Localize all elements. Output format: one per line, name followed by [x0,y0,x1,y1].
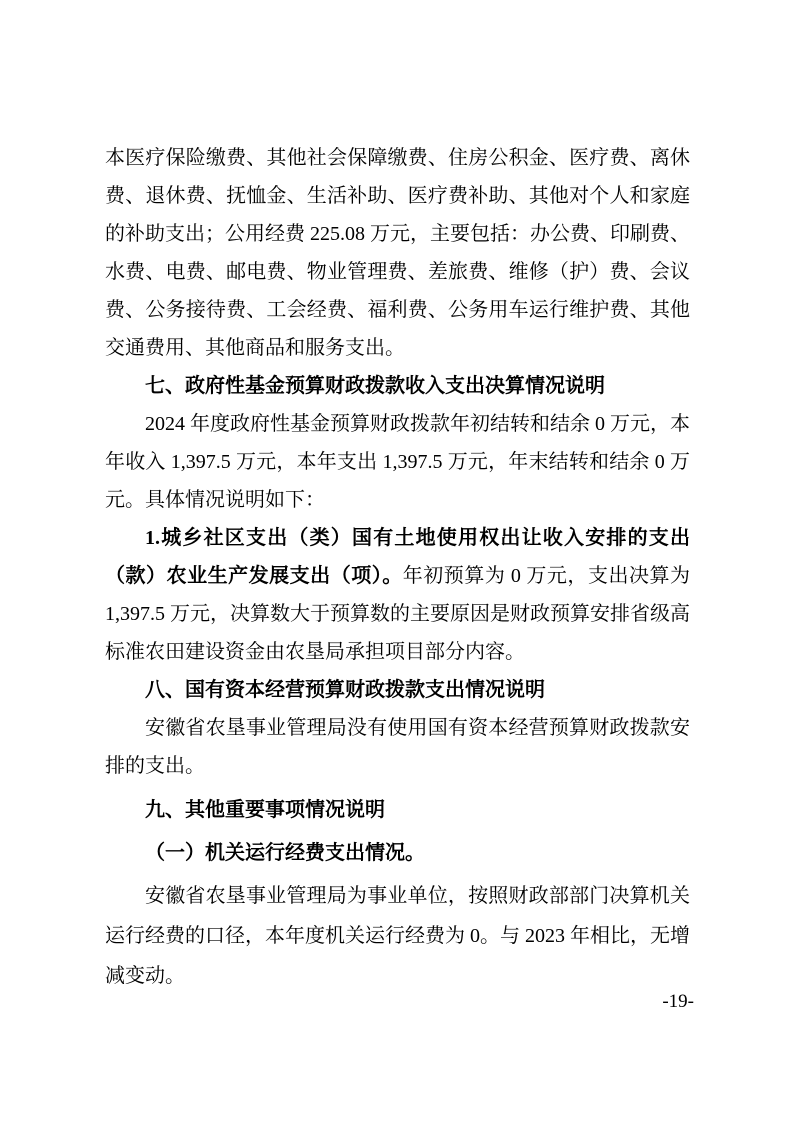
section7-item1-title: 1.城乡社区支出（类）国有土地使用权出让收入安排的支出（款）农业生产发展支出（项）。 [105,527,690,587]
section8-heading: 八、国有资本经营预算财政拨款支出情况说明 [145,679,545,701]
section8-paragraph: 安徽省农垦事业管理局没有使用国有资本经营预算财政拨款安排的支出。 [105,717,690,777]
page-number: -19- [662,991,694,1012]
section7-item1-paragraph [105,519,690,671]
carryover-paragraph: 本医疗保险缴费、其他社会保障缴费、住房公积金、医疗费、离休费、退休费、抚恤金、生活补助、医疗费补助、其他对个人和家庭的补助支出；公用经费 225.08 万元，主要包括：办公费、印刷费、水费、电费、邮电费、物业管理费、差旅费、维修（护）费、会议费、公务接待费、工会经费、福利费、公务用车运行维护费、其他交通费用、其他商品和服务支出。 [105,147,690,359]
section7-paragraph: 2024 年度政府性基金预算财政拨款年初结转和结余 0 万元，本年收入 1,397.5 万元，本年支出 1,397.5 万元，年末结转和结余 0 万元。具体情况说明如下： [105,413,690,511]
section9-sub1-heading: （一）机关运行经费支出情况。 [145,842,425,864]
section7-heading: 七、政府性基金预算财政拨款收入支出决算情况说明 [145,375,605,397]
document-content [105,139,690,996]
section7-item1-body: 年初预算为 0 万元，支出决算为 1,397.5 万元，决算数大于预算数的主要原因是财政预算安排省级高标准农田建设资金由农垦局承担项目部分内容。 [105,565,691,663]
section9-heading: 九、其他重要事项情况说明 [145,799,385,821]
section9-paragraph: 安徽省农垦事业管理局为事业单位，按照财政部部门决算机关运行经费的口径，本年度机关运行经费为 0。与 2023 年相比，无增减变动。 [105,885,690,987]
